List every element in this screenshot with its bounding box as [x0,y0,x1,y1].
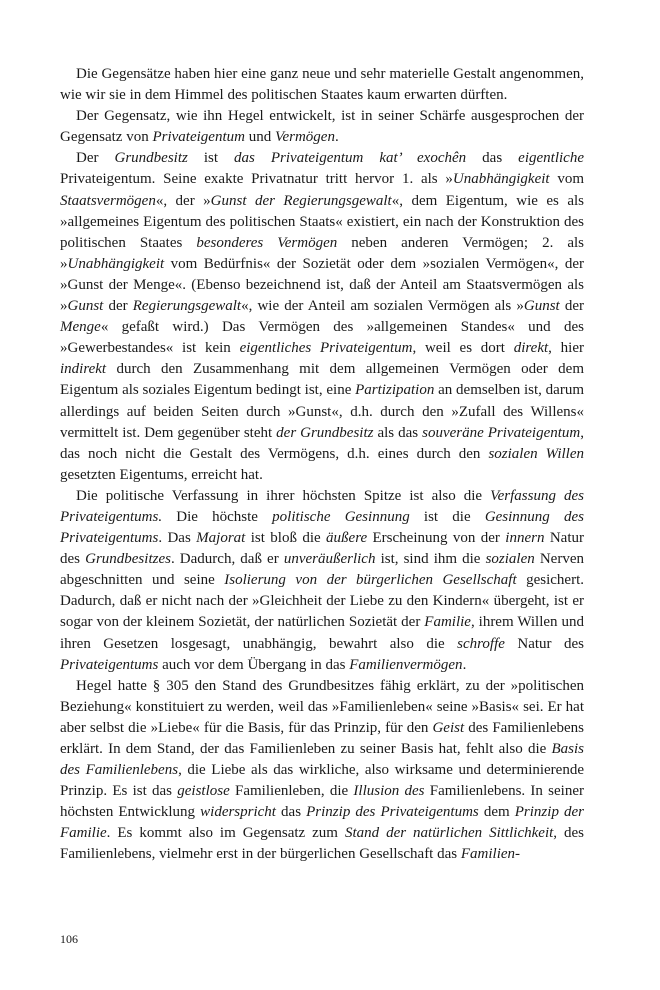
italic-run: Unabhängigkeit [67,255,165,272]
page-number: 106 [60,932,78,946]
text-run: an demselben ist, darum allerdings auf beiden Seiten durch »Gunst«, d.h. durch den »Zufall des Willens« vermittelt ist. Dem gegenüber steht [60,382,584,441]
italic-run: äußere [326,530,368,547]
italic-run: Unabhängigkeit [452,171,550,188]
text-run: Die politische Verfassung in ihrer höchsten Spitze ist also die [76,487,491,504]
text-run: Nerven abgeschnitten und seine [60,551,584,589]
text-run: . Das [158,530,197,547]
paragraph [60,148,584,486]
text-run: ist [187,150,235,167]
italic-run: Prinzip des Privateigentums [306,804,479,821]
italic-run: Grundbesitz [114,150,188,167]
paragraph [60,486,584,676]
italic-run: schroffe [457,635,505,652]
text-run: Der [76,150,115,167]
text-run: Privateigentum. Seine exakte Privatnatur tritt hervor 1. als » [60,171,453,188]
italic-run: Regierungsgewalt [132,298,242,315]
text-run: Natur des [504,635,584,652]
text-run: Die höchste [162,508,273,525]
text-run: ist die [409,508,485,525]
paragraph [60,676,584,866]
italic-run: unveräußerlich [283,551,376,568]
text-run: , ihrem Willen und ihren Gesetzen losgesagt, unabhängig, bewahrt also die [60,614,585,652]
body-text [60,64,584,866]
italic-run: Menge [60,319,101,336]
text-run: der [559,298,585,315]
italic-run: Familien- [460,846,521,863]
text-run: « gefaßt wird.) Das Vermögen des »allgemeinen Standes« und des »Gewerbestandes« ist kein [60,319,584,357]
text-run: Hegel hatte § 305 den Stand des Grundbesitzes fähig erklärt, zu der »politischen Beziehung« konstituiert zu werden, weil das »Familienleben« seine »Basis« sei. Er hat aber selbst die »Liebe« für die Basis, für das Prinzip, für den [60,677,584,736]
italic-run: Vermögen [274,129,335,146]
italic-run: Privateigentums [60,656,159,673]
italic-run: politische Gesinnung [272,508,410,525]
italic-run: Gunst [523,298,560,315]
italic-run: eigentliche [518,150,584,167]
italic-run: besonderes Vermögen [196,234,338,251]
text-run: und [244,129,275,146]
text-run: gesichert. Dadurch, daß er nicht nach der »Gleichheit der Liebe zu den Kindern« übergeht, ist er sogar von der kleinem Sozietät, der natürlichen Sozietät der [60,572,585,631]
text-run: vom [549,171,584,188]
text-run: , des Familienlebens, vielmehr erst in der bürgerlichen Gesellschaft das [60,825,585,863]
text-run: Der Gegensatz, wie ihn Hegel entwickelt, ist in seiner Schärfe ausgesprochen der Gegensatz von [60,108,584,146]
italic-run: Partizipation [355,382,435,399]
italic-run: Prinzip der Familie [60,804,585,842]
italic-run: Gesinnung des Privateigentums [60,508,585,547]
italic-run: sozialen [485,551,535,568]
text-run: Familienlebens. In seiner höchsten Entwicklung [60,783,584,821]
text-run: «, wie der Anteil am sozialen Vermögen als » [241,298,524,315]
text-run: Natur des [60,530,585,568]
italic-run: Privateigentum [152,129,245,146]
italic-run: Familie [424,614,471,631]
text-run: «, dem Eigentum, wie es als »allgemeines Eigentum des politischen Staats« existiert, ein nach der Konstruktion des politischen Staates [60,192,584,251]
italic-run: das Privateigentum kat’ exochên [234,150,467,167]
italic-run: widerspricht [200,804,276,821]
italic-run: Stand der natürlichen Sittlichkeit [344,825,554,842]
text-run: ist bloß die [245,530,327,547]
text-run: . Dadurch, daß er [170,551,284,568]
text-run: durch den Zusammenhang mit dem allgemeinen Vermögen oder dem Eigentum als soziales Eigentum bedingt ist, eine [60,361,584,399]
italic-run: Geist [432,719,465,736]
italic-run: eigentliches Privateigentum [239,340,413,357]
italic-run: Grundbesitzes [85,551,171,568]
text-run: gesetzten Eigentums, erreicht hat. [60,466,263,483]
text-run: der [103,298,133,315]
italic-run: Gunst [67,298,104,315]
italic-run: Isolierung von der bürgerlichen Gesellschaft [224,572,517,589]
italic-run: Verfassung des Privateigentums. [60,487,584,525]
paragraph [60,106,584,148]
italic-run: der Grundbesitz [276,424,374,441]
text-run: dem [478,804,515,821]
italic-run: Familienvermögen [349,656,463,673]
text-run: . Es kommt also im Gegensatz zum [106,825,345,842]
italic-run: souveräne Privateigentum [422,424,581,441]
text-run: , hier [548,340,585,357]
italic-run: Staatsvermögen [60,192,156,209]
text-run: auch vor dem Übergang in das [158,656,350,673]
italic-run: Gunst der Regierungsgewalt [210,192,392,209]
text-run: neben anderen Vermögen; 2. als » [60,234,585,272]
italic-run: Majorat [196,530,246,547]
text-run: , die Liebe als das wirkliche, also wirksame und determinierende Prinzip. Es ist das [60,762,584,800]
text-run: als das [373,424,423,441]
text-run: ist, sind ihm die [375,551,486,568]
text-run: Die Gegensätze haben hier eine ganz neue und sehr materielle Gestalt angenommen, wie wir sie in dem Himmel des politischen Staates kaum erwarten dürften. [60,66,584,104]
italic-run: indirekt [60,361,107,378]
text-run: , das noch nicht die Gestalt des Vermögens, d.h. eines durch den [60,424,584,462]
text-run: des Familienlebens erklärt. In dem Stand, der das Familienleben zu seiner Basis hat, fehlt also die [60,719,584,757]
text-run: das [466,150,519,167]
italic-run: innern [505,530,545,547]
text-run: «, der » [155,192,211,209]
text-run: Familienleben, die [229,783,354,800]
text-run: Erscheinung von der [367,530,506,547]
italic-run: Basis des Familienlebens [60,741,584,779]
text-run: . [334,129,339,146]
text-run: das [275,804,307,821]
italic-run: geistlose [177,783,230,800]
paragraph [60,64,584,106]
text-run: . [462,656,467,673]
italic-run: Illusion des [353,783,425,800]
italic-run: sozialen Willen [488,445,584,462]
text-run: , weil es dort [412,340,514,357]
italic-run: direkt [513,340,549,357]
text-run: vom Bedürfnis« der Sozietät oder dem »sozialen Vermögen«, der »Gunst der Menge«. (Ebenso bezeichnend ist, daß der Anteil am Staatsvermögen als » [60,255,584,315]
